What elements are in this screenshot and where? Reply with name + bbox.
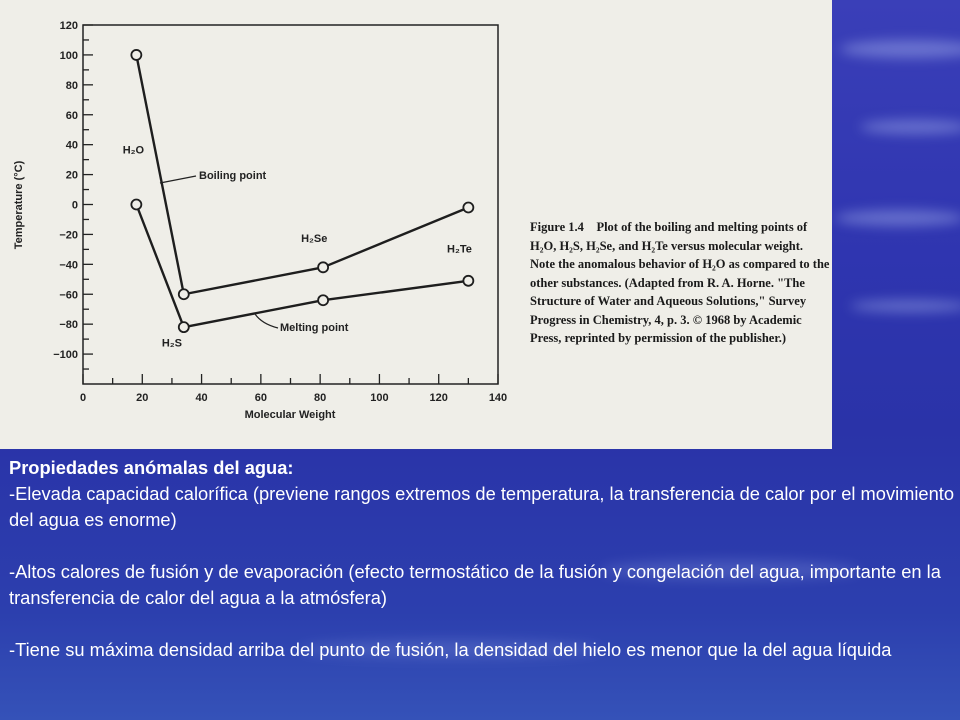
- y-tick-label: 0: [71, 199, 78, 212]
- background-streak: [860, 120, 960, 134]
- boiling-point-label: Boiling point: [199, 170, 267, 182]
- series-line-boiling: [136, 55, 468, 294]
- y-axis-ticks: [53, 20, 93, 369]
- data-point: [131, 50, 141, 60]
- data-point: [131, 200, 141, 210]
- y-tick-label: −40: [59, 259, 78, 272]
- background-streak: [850, 300, 960, 312]
- text-block: [9, 455, 954, 663]
- y-tick-label: −20: [59, 229, 78, 242]
- y-tick-label: 80: [65, 79, 78, 92]
- x-tick-label: 80: [314, 392, 327, 404]
- y-tick-label: 100: [59, 49, 78, 62]
- x-tick-label: 120: [429, 392, 448, 404]
- figure-caption: [530, 218, 830, 348]
- section-heading: Propiedades anómalas del agua:: [9, 457, 294, 478]
- y-tick-label: 60: [65, 109, 78, 122]
- x-tick-label: 40: [195, 392, 208, 404]
- caption-body: Plot of the boiling and melting points of H₂O, H₂S, H₂Se, and H₂Te versus molecular weight. Note the anomalous behavior of H₂O as compared to the other substances. (Adapted from R. A. Horne. "The Structure of Water and Aqueous Solutions," Survey Progress in Chemistry, 4, p. 3. © 1968 by Academic Press, reprinted by permission of the publisher.): [530, 220, 830, 345]
- property-max-density: -Tiene su máxima densidad arriba del punto de fusión, la densidad del hielo es menor que la del agua líquida: [9, 639, 892, 660]
- property-heat-capacity: -Elevada capacidad calorífica (previene rangos extremos de temperatura, la transferencia de calor por el movimiento del agua es enorme): [9, 483, 955, 530]
- y-tick-label: −80: [59, 319, 78, 332]
- y-axis-label: Temperature (°C): [13, 160, 25, 250]
- compound-label: H₂O: [122, 144, 145, 157]
- caption-lead: Figure 1.4: [530, 220, 584, 234]
- data-point: [179, 289, 189, 299]
- y-tick-label: 20: [65, 169, 78, 182]
- x-tick-label: 60: [254, 392, 267, 404]
- x-tick-label: 20: [136, 392, 149, 404]
- x-axis-label: Molecular Weight: [244, 409, 336, 421]
- series-line-melting: [136, 205, 468, 328]
- data-point: [463, 276, 473, 286]
- compound-label: H₂Se: [301, 232, 328, 245]
- x-tick-label: 140: [488, 392, 508, 404]
- melting-point-label: Melting point: [280, 322, 349, 334]
- compound-label: H₂S: [161, 337, 183, 350]
- x-axis-ticks: [80, 374, 507, 404]
- boiling-point-leader: [160, 176, 196, 183]
- y-tick-label: −100: [53, 349, 78, 362]
- property-latent-heats: -Altos calores de fusión y de evaporación (efecto termostático de la fusión y congelación del agua, importante en la transferencia de calor del agua a la atmósfera): [9, 561, 941, 608]
- data-point: [179, 322, 189, 332]
- data-point: [318, 295, 328, 305]
- y-tick-label: −60: [59, 289, 78, 302]
- series-callouts: [160, 170, 349, 334]
- y-tick-label: 40: [65, 139, 78, 152]
- background-streak: [840, 40, 960, 58]
- data-point: [318, 262, 328, 272]
- x-tick-label: 0: [79, 392, 87, 404]
- data-point: [463, 202, 473, 212]
- compound-label: H₂Te: [447, 243, 472, 256]
- y-tick-label: 120: [59, 20, 78, 32]
- background-streak: [835, 210, 960, 226]
- x-tick-label: 100: [370, 392, 389, 404]
- series-layer: [131, 50, 473, 332]
- melting-point-leader: [255, 314, 278, 328]
